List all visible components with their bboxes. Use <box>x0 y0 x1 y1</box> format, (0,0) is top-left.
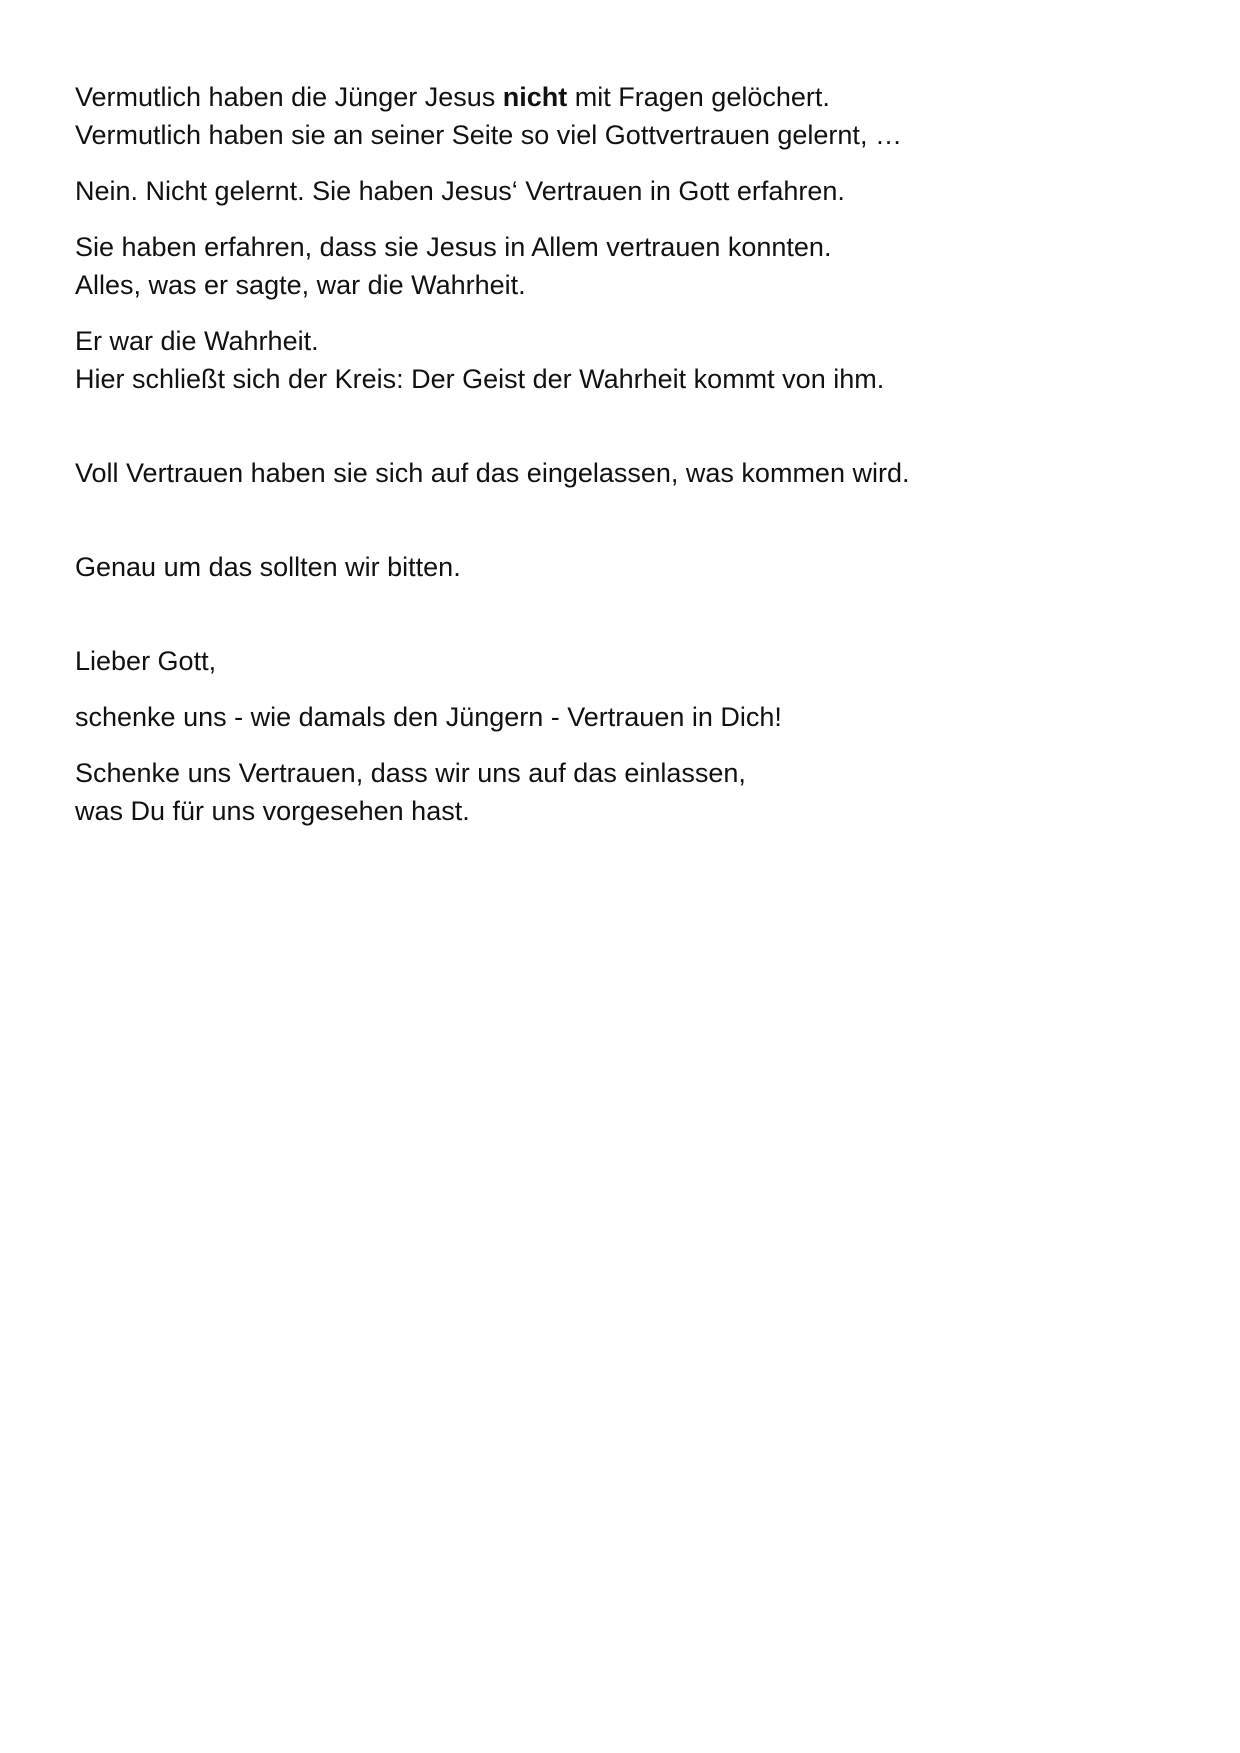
paragraph-4-line-1: Er war die Wahrheit. <box>75 326 319 356</box>
paragraph-4 <box>75 322 1165 398</box>
text-segment: mit Fragen gelöchert. <box>567 82 830 112</box>
paragraph-2-line-1: Nein. Nicht gelernt. Sie haben Jesus‘ Vertrauen in Gott erfahren. <box>75 176 845 206</box>
paragraph-9-line-2: was Du für uns vorgesehen hast. <box>75 796 470 826</box>
paragraph-3-line-1: Sie haben erfahren, dass sie Jesus in Allem vertrauen konnten. <box>75 232 832 262</box>
bold-emphasis: nicht <box>502 82 568 112</box>
paragraph-6 <box>75 548 1165 586</box>
paragraph-7 <box>75 642 1165 680</box>
paragraph-9-line-1: Schenke uns Vertrauen, dass wir uns auf das einlassen, <box>75 758 746 788</box>
paragraph-8 <box>75 698 1165 736</box>
paragraph-1-line-2: Vermutlich haben sie an seiner Seite so viel Gottvertrauen gelernt, … <box>75 120 902 150</box>
paragraph-4-line-2: Hier schließt sich der Kreis: Der Geist der Wahrheit kommt von ihm. <box>75 364 885 394</box>
paragraph-1 <box>75 78 1165 154</box>
document-body <box>75 78 1165 848</box>
paragraph-5 <box>75 454 1165 492</box>
paragraph-6-line-1: Genau um das sollten wir bitten. <box>75 552 461 582</box>
paragraph-3-line-2: Alles, was er sagte, war die Wahrheit. <box>75 270 526 300</box>
text-segment: Vermutlich haben die Jünger Jesus <box>75 82 503 112</box>
paragraph-9 <box>75 754 1165 830</box>
paragraph-7-line-1: Lieber Gott, <box>75 646 217 676</box>
paragraph-5-line-1: Voll Vertrauen haben sie sich auf das eingelassen, was kommen wird. <box>75 458 910 488</box>
paragraph-3 <box>75 228 1165 304</box>
paragraph-1-line-1 <box>75 78 1165 116</box>
paragraph-8-line-1: schenke uns - wie damals den Jüngern - Vertrauen in Dich! <box>75 702 782 732</box>
paragraph-2 <box>75 172 1165 210</box>
